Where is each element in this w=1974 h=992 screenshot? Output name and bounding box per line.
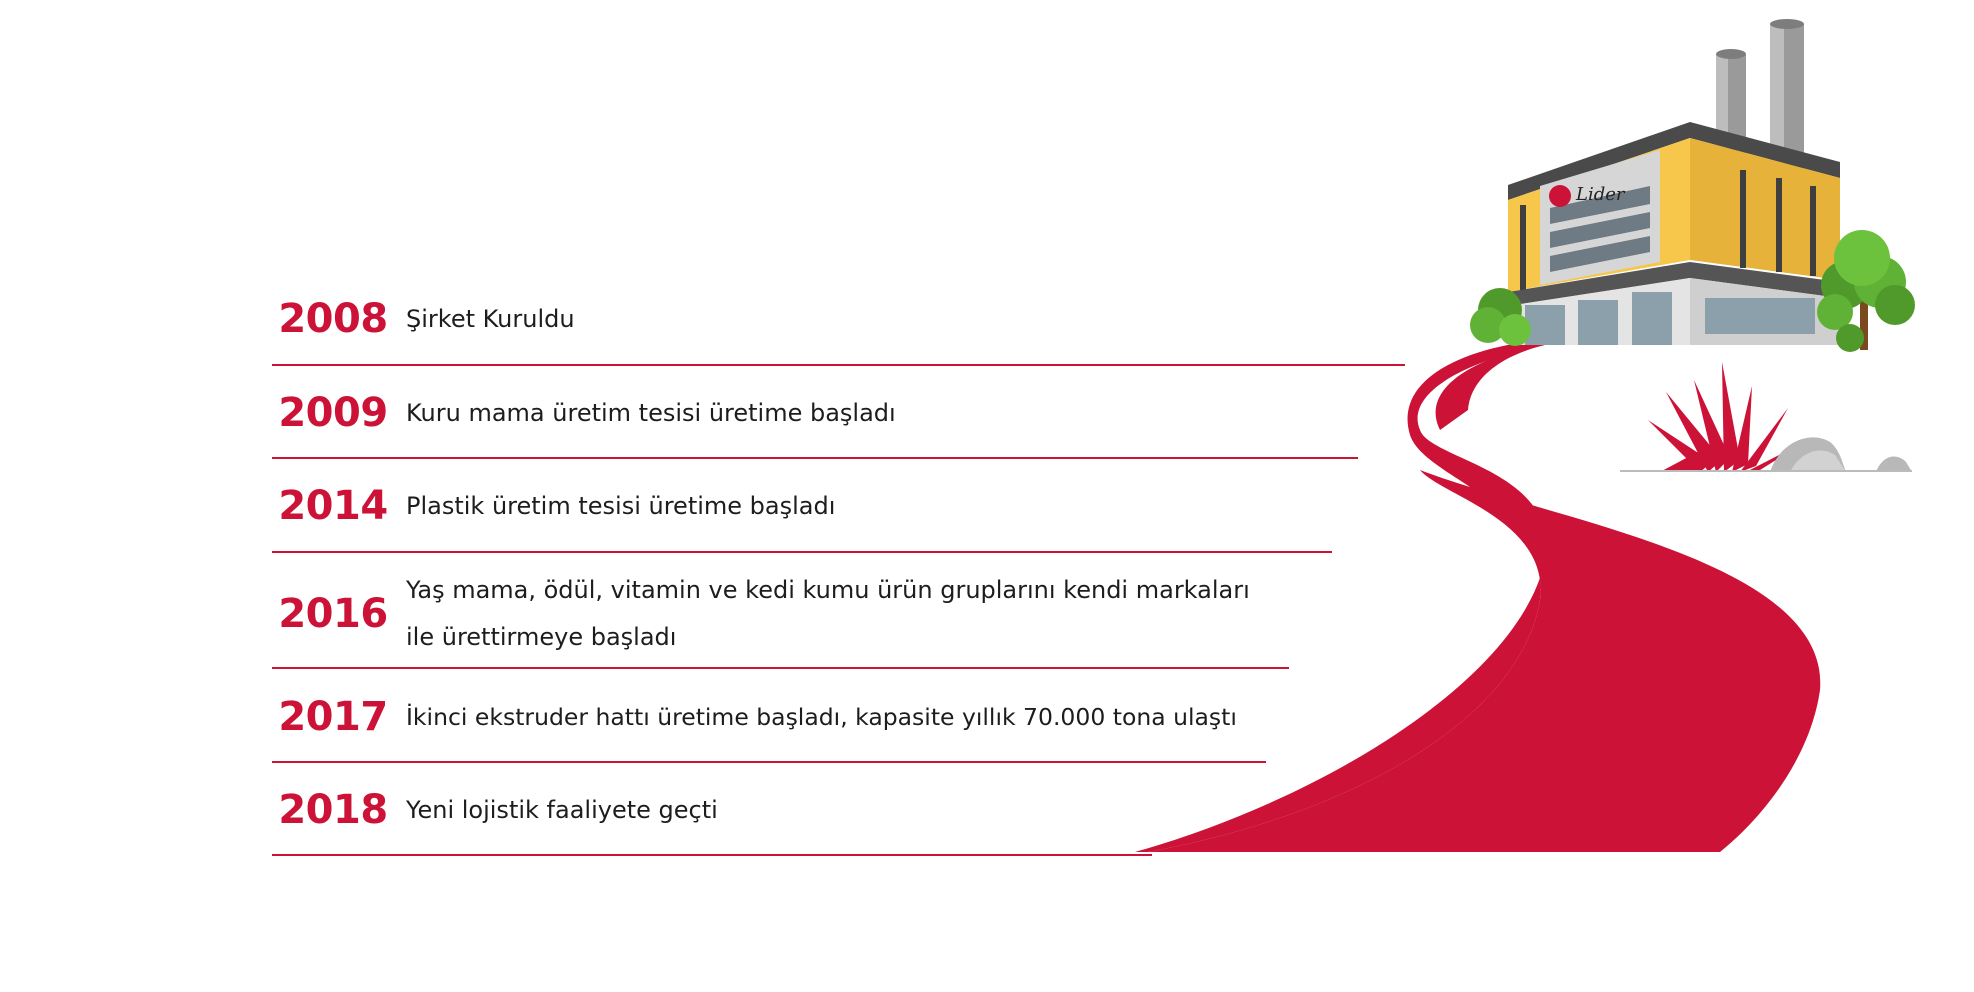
timeline-year: 2017 (278, 694, 388, 740)
timeline-text: Kuru mama üretim tesisi üretime başladı (406, 398, 896, 427)
timeline-divider (272, 364, 1405, 366)
timeline-text: Plastik üretim tesisi üretime başladı (406, 491, 836, 520)
timeline-year: 2009 (278, 390, 388, 436)
timeline-item-2016 (272, 566, 1250, 662)
svg-text:Lider: Lider (1576, 184, 1625, 205)
timeline-item-2009 (272, 388, 896, 438)
timeline-year: 2016 (278, 591, 388, 637)
timeline-text-continued: ile ürettirmeye başladı (406, 623, 677, 651)
timeline-item-2008 (272, 294, 575, 344)
factory-icon (1508, 19, 1840, 345)
timeline-text: Şirket Kuruldu (406, 304, 575, 333)
timeline-text: İkinci ekstruder hattı üretime başladı, kapasite yıllık 70.000 tona ulaştı (406, 702, 1237, 731)
timeline-text: Yaş mama, ödül, vitamin ve kedi kumu ürün gruplarını kendi markaları (406, 576, 1250, 604)
timeline-divider (272, 854, 1152, 856)
timeline-divider (272, 551, 1332, 553)
timeline-year: 2014 (278, 483, 388, 529)
timeline-divider (272, 761, 1266, 763)
timeline-divider (272, 457, 1358, 459)
timeline-text-block (406, 567, 1250, 661)
timeline-year: 2018 (278, 787, 388, 833)
timeline-item-2017 (272, 692, 1237, 742)
timeline-item-2018 (272, 785, 718, 835)
timeline-divider (272, 667, 1289, 669)
timeline-year: 2008 (278, 296, 388, 342)
timeline-text: Yeni lojistik faaliyete geçti (406, 795, 718, 824)
timeline-item-2014 (272, 481, 835, 531)
